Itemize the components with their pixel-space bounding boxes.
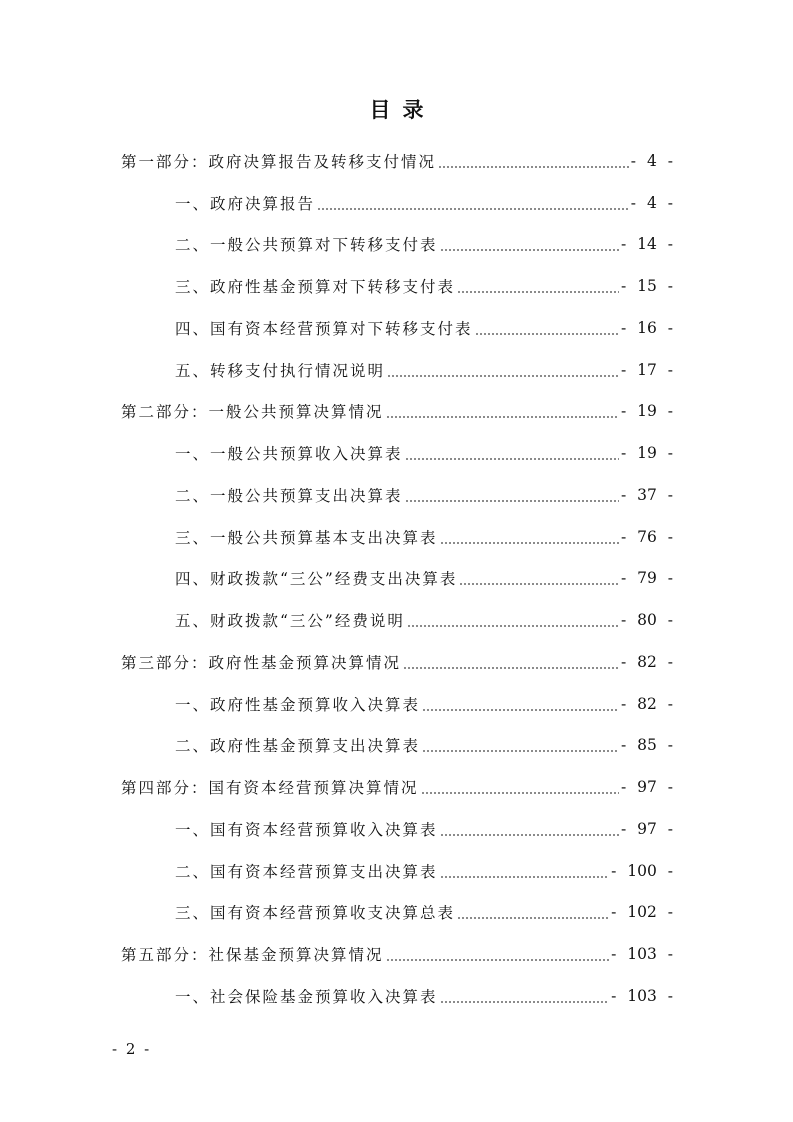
toc-entry-label: 五、转移支付执行情况说明 [175, 361, 386, 380]
toc-dot-leader [457, 917, 609, 919]
toc-dot-leader [440, 834, 619, 836]
toc-subsection-entry[interactable] [0, 850, 793, 892]
toc-entry-page-number: - 19 - [620, 402, 673, 421]
toc-entry-label: 二、国有资本经营预算支出决算表 [175, 862, 438, 881]
toc-entry-page-number: - 4 - [630, 151, 673, 170]
toc-entry-label: 第五部分：社保基金预算决算情况 [121, 946, 384, 965]
toc-subsection-entry[interactable] [0, 474, 793, 516]
toc-entry-label: 四、财政拨款“三公”经费支出决算表 [175, 570, 458, 589]
toc-entry-label: 二、政府性基金预算支出决算表 [175, 737, 421, 756]
toc-section-entry[interactable] [0, 140, 793, 182]
table-of-contents [0, 140, 793, 1017]
toc-dot-leader [403, 667, 619, 669]
toc-entry-label: 一、政府性基金预算收入决算表 [175, 695, 421, 714]
toc-subsection-entry[interactable] [0, 432, 793, 474]
toc-subsection-entry[interactable] [0, 975, 793, 1017]
toc-entry-label: 第二部分：一般公共预算决算情况 [121, 403, 384, 422]
toc-dot-leader [459, 583, 619, 585]
toc-entry-page-number: - 14 - [620, 235, 673, 254]
toc-section-entry[interactable] [0, 933, 793, 975]
toc-entry-page-number: - 103 - [611, 945, 673, 964]
toc-entry-page-number: - 19 - [620, 444, 673, 463]
toc-entry-page-number: - 37 - [620, 485, 673, 504]
toc-entry-label: 第四部分：国有资本经营预算决算情况 [121, 779, 419, 798]
toc-entry-label: 一、政府决算报告 [175, 194, 316, 213]
toc-subsection-entry[interactable] [0, 265, 793, 307]
toc-entry-page-number: - 80 - [620, 611, 673, 630]
toc-subsection-entry[interactable] [0, 307, 793, 349]
toc-entry-label: 一、一般公共预算收入决算表 [175, 445, 403, 464]
toc-dot-leader [422, 750, 619, 752]
toc-subsection-entry[interactable] [0, 892, 793, 934]
toc-subsection-entry[interactable] [0, 558, 793, 600]
toc-dot-leader [440, 249, 619, 251]
toc-dot-leader [440, 542, 619, 544]
toc-entry-page-number: - 82 - [620, 652, 673, 671]
toc-entry-label: 三、国有资本经营预算收支决算总表 [175, 904, 456, 923]
toc-dot-leader [405, 500, 619, 502]
toc-entry-page-number: - 97 - [620, 819, 673, 838]
toc-subsection-entry[interactable] [0, 182, 793, 224]
toc-subsection-entry[interactable] [0, 725, 793, 767]
toc-entry-page-number: - 100 - [611, 861, 673, 880]
toc-entry-label: 第三部分：政府性基金预算决算情况 [121, 653, 402, 672]
toc-entry-label: 一、国有资本经营预算收入决算表 [175, 820, 438, 839]
toc-subsection-entry[interactable] [0, 683, 793, 725]
toc-dot-leader [440, 1001, 610, 1003]
toc-subsection-entry[interactable] [0, 808, 793, 850]
toc-dot-leader [405, 458, 619, 460]
toc-entry-page-number: - 102 - [611, 903, 673, 922]
toc-entry-page-number: - 97 - [620, 778, 673, 797]
toc-dot-leader [386, 416, 619, 418]
toc-entry-label: 四、国有资本经营预算对下转移支付表 [175, 319, 473, 338]
toc-dot-leader [440, 876, 610, 878]
toc-entry-label: 三、一般公共预算基本支出决算表 [175, 528, 438, 547]
toc-entry-page-number: - 15 - [620, 277, 673, 296]
page-title: 目录 [369, 97, 436, 122]
page-number: - 2 - [112, 1040, 152, 1058]
toc-dot-leader [475, 333, 619, 335]
toc-dot-leader [386, 959, 610, 961]
toc-subsection-entry[interactable] [0, 599, 793, 641]
toc-dot-leader [422, 709, 619, 711]
toc-section-entry[interactable] [0, 766, 793, 808]
toc-dot-leader [317, 208, 629, 210]
toc-entry-label: 二、一般公共预算支出决算表 [175, 486, 403, 505]
toc-entry-label: 二、一般公共预算对下转移支付表 [175, 236, 438, 255]
toc-entry-label: 三、政府性基金预算对下转移支付表 [175, 278, 456, 297]
toc-dot-leader [387, 375, 619, 377]
toc-entry-page-number: - 76 - [620, 527, 673, 546]
toc-subsection-entry[interactable] [0, 224, 793, 266]
toc-entry-label: 第一部分：政府决算报告及转移支付情况 [121, 152, 437, 171]
toc-dot-leader [407, 625, 619, 627]
toc-entry-label: 一、社会保险基金预算收入决算表 [175, 987, 438, 1006]
toc-section-entry[interactable] [0, 641, 793, 683]
toc-entry-page-number: - 16 - [620, 318, 673, 337]
toc-entry-page-number: - 4 - [630, 193, 673, 212]
toc-subsection-entry[interactable] [0, 349, 793, 391]
toc-subsection-entry[interactable] [0, 516, 793, 558]
toc-entry-label: 五、财政拨款“三公”经费说明 [175, 612, 405, 631]
toc-dot-leader [457, 291, 619, 293]
toc-entry-page-number: - 82 - [620, 694, 673, 713]
toc-entry-page-number: - 103 - [611, 986, 673, 1005]
toc-entry-page-number: - 17 - [620, 360, 673, 379]
toc-entry-page-number: - 79 - [620, 569, 673, 588]
toc-dot-leader [421, 792, 619, 794]
toc-section-entry[interactable] [0, 391, 793, 433]
toc-dot-leader [438, 166, 629, 168]
toc-entry-page-number: - 85 - [620, 736, 673, 755]
